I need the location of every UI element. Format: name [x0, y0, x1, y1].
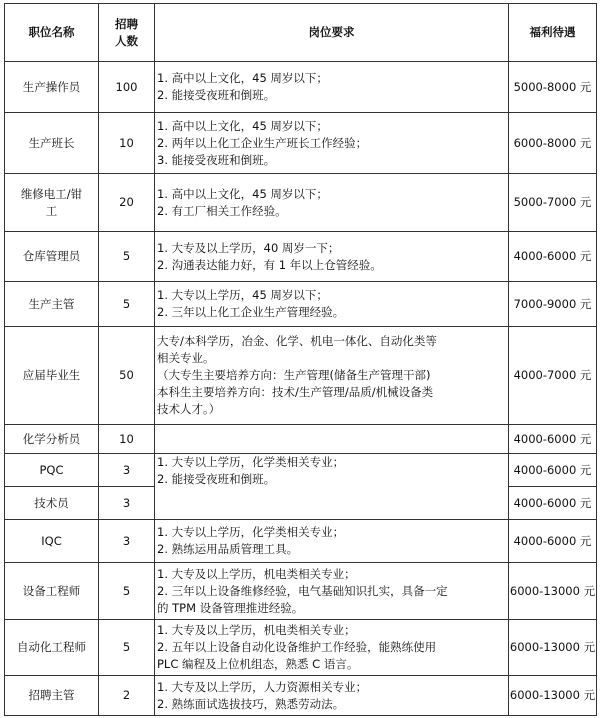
table-row — [5, 620, 597, 676]
job-count: 3 — [99, 520, 155, 563]
job-count: 2 — [99, 676, 155, 716]
job-count: 100 — [99, 62, 155, 113]
req-line: 2. 有工厂相关工作经验。 — [157, 203, 287, 218]
req-line: 1. 高中以上文化，45 周岁以下； — [157, 71, 328, 85]
req-line: 2. 熟练面试选拔技巧，熟悉劳动法。 — [157, 696, 345, 711]
req-line: 1. 高中以上文化，45 周岁以下； — [157, 118, 328, 133]
table-row — [5, 563, 597, 620]
table-row — [5, 327, 597, 425]
req-line: 2. 沟通表达能力好，有 1 年以上仓管经验。 — [157, 257, 382, 272]
job-title: 化学分析员 — [5, 425, 99, 454]
header-row — [5, 4, 597, 62]
recruitment-table — [4, 3, 597, 716]
job-salary: 4000-6000 元 — [509, 425, 597, 454]
table-row — [5, 454, 597, 487]
req-line: 1. 大专以上学历，化学类相关专业； — [157, 525, 345, 539]
job-title: 技术员 — [5, 487, 99, 520]
job-salary: 4000-6000 元 — [509, 232, 597, 282]
job-title: 招聘主管 — [5, 676, 99, 716]
job-requirements — [155, 676, 509, 716]
job-requirements — [155, 282, 509, 327]
req-line: PLC 编程及上位机组态，熟悉 C 语言。 — [157, 657, 359, 671]
req-line: 技术人才。） — [157, 402, 221, 416]
job-requirements — [155, 174, 509, 232]
table-row — [5, 232, 597, 282]
job-requirements — [155, 563, 509, 620]
job-title: 仓库管理员 — [5, 232, 99, 282]
job-salary: 4000-6000 元 — [509, 487, 597, 520]
req-line: 3. 能接受夜班和倒班。 — [157, 152, 276, 167]
req-line: 2. 三年以上设备维修经验，电气基础知识扎实，具备一定 — [157, 583, 448, 598]
job-salary: 6000-13000 元 — [509, 676, 597, 716]
job-title: PQC — [5, 454, 99, 487]
req-line: 1. 大专以上学历，化学类相关专业； — [157, 455, 345, 469]
req-line: 2. 熟练运用品质管理工具。 — [157, 542, 299, 556]
job-salary: 4000-7000 元 — [509, 327, 597, 425]
job-title: 生产主管 — [5, 282, 99, 327]
table-row — [5, 520, 597, 563]
job-count: 20 — [99, 174, 155, 232]
req-line: 1. 大专及以上学历，机电类相关专业； — [157, 566, 356, 581]
table-row — [5, 174, 597, 232]
job-title: IQC — [5, 520, 99, 563]
req-line: 2. 能接受夜班和倒班。 — [157, 88, 276, 102]
job-requirements — [155, 620, 509, 676]
job-salary: 4000-6000 元 — [509, 520, 597, 563]
job-title-line1: 维修电工/钳 — [20, 186, 83, 201]
header-count — [99, 4, 155, 62]
job-count: 5 — [99, 282, 155, 327]
job-count: 3 — [99, 454, 155, 487]
job-count: 3 — [99, 487, 155, 520]
job-salary: 5000-7000 元 — [509, 174, 597, 232]
header-count-line2: 人数 — [115, 33, 138, 48]
job-count: 10 — [99, 113, 155, 174]
req-line: 1. 大专及以上学历，人力资源相关专业； — [157, 679, 368, 694]
table-row — [5, 425, 597, 454]
job-count: 5 — [99, 232, 155, 282]
job-requirements — [155, 232, 509, 282]
job-salary: 7000-9000 元 — [509, 282, 597, 327]
req-line: 2. 能接受夜班和倒班。 — [157, 472, 276, 486]
header-requirements: 岗位要求 — [155, 4, 509, 62]
job-count: 5 — [99, 620, 155, 676]
job-count: 5 — [99, 563, 155, 620]
header-salary: 福利待遇 — [509, 4, 597, 62]
job-title — [5, 174, 99, 232]
job-title: 设备工程师 — [5, 563, 99, 620]
req-line: 相关专业。 — [157, 351, 215, 365]
job-title: 自动化工程师 — [5, 620, 99, 676]
job-salary: 6000-8000 元 — [509, 113, 597, 174]
req-line: 的 TPM 设备管理推进经验。 — [157, 600, 304, 615]
job-requirements — [155, 520, 509, 563]
job-count: 10 — [99, 425, 155, 454]
req-line: 1. 大专以上学历，45 周岁以下； — [157, 288, 328, 302]
job-title: 生产操作员 — [5, 62, 99, 113]
job-requirements — [155, 62, 509, 113]
req-line: 2. 三年以上化工企业生产管理经验。 — [157, 305, 345, 319]
req-line: 1. 大专及以上学历，机电类相关专业； — [157, 623, 356, 637]
req-line: 1. 高中以上文化，45 周岁以下； — [157, 186, 328, 201]
shared-requirements — [155, 454, 509, 520]
req-line: 本科生主要培养方向：技术/生产管理/品质/机械设备类 — [157, 385, 434, 399]
req-line: 大专/本科学历，冶金、化学、机电一体化、自动化类等 — [157, 334, 437, 348]
job-requirements-blank — [155, 425, 509, 454]
table-row — [5, 282, 597, 327]
job-title-line2: 工 — [45, 203, 58, 218]
job-salary: 5000-8000 元 — [509, 62, 597, 113]
job-requirements — [155, 327, 509, 425]
table-row — [5, 676, 597, 716]
req-line: （大专生主要培养方向：生产管理(储备生产管理干部) — [157, 368, 431, 382]
header-title: 职位名称 — [5, 4, 99, 62]
table-row — [5, 62, 597, 113]
req-line: 1. 大专及以上学历，40 周岁一下； — [157, 240, 340, 255]
req-line: 2. 两年以上化工企业生产班长工作经验； — [157, 135, 368, 150]
job-salary: 6000-13000 元 — [509, 563, 597, 620]
table-row — [5, 113, 597, 174]
job-title: 应届毕业生 — [5, 327, 99, 425]
job-count: 50 — [99, 327, 155, 425]
job-title: 生产班长 — [5, 113, 99, 174]
job-salary: 4000-6000 元 — [509, 454, 597, 487]
req-line: 2. 五年以上设备自动化设备维护工作经验，能熟练使用 — [157, 640, 437, 654]
job-salary: 6000-13000 元 — [509, 620, 597, 676]
header-count-line1: 招聘 — [115, 16, 138, 31]
job-requirements — [155, 113, 509, 174]
